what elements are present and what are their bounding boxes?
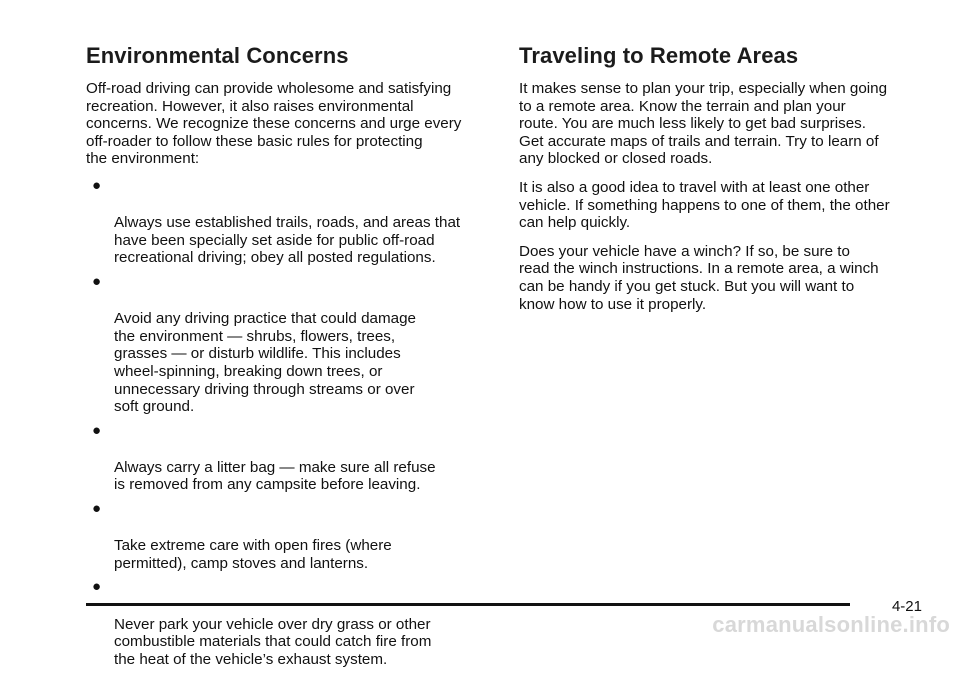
environmental-rules-list	[86, 176, 496, 668]
list-item-text: Always use established trails, roads, and areas that have been specially set aside for public off-road recreational driving; obey all posted regulations.	[114, 214, 461, 267]
bullet-icon: ●	[92, 578, 102, 596]
bullet-icon: ●	[92, 421, 102, 439]
remote-areas-paragraph: It is also a good idea to travel with at least one other vehicle. If something happens to one of them, the other can help quickly.	[519, 178, 890, 232]
list-item	[86, 176, 496, 267]
remote-areas-paragraph: Does your vehicle have a winch? If so, be sure to read the winch instructions. In a remote area, a winch can be handy if you get stuck. But you will want to know how to use it properly.	[519, 242, 879, 313]
list-item	[86, 421, 496, 494]
bullet-icon: ●	[92, 176, 102, 194]
bullet-icon: ●	[92, 272, 102, 290]
list-item	[86, 580, 496, 668]
list-item-text: Always carry a litter bag — make sure all refuse is removed from any campsite before leaving.	[114, 458, 436, 494]
footer-divider	[86, 603, 850, 606]
list-item-text: Take extreme care with open fires (where permitted), camp stoves and lanterns.	[114, 537, 392, 572]
left-column	[86, 42, 496, 676]
environmental-concerns-heading: Environmental Concerns	[86, 43, 349, 68]
environmental-intro-paragraph: Off-road driving can provide wholesome and satisfying recreation. However, it also raises environmental concerns. We recognize these concerns and urge every off-roader to follow these basic rules for protecting the environment:	[86, 80, 462, 168]
page-number: 4-21	[891, 598, 922, 615]
right-column	[519, 42, 929, 324]
list-item-text: Never park your vehicle over dry grass or other combustible materials that could catch fire from the heat of the vehicle’s exhaust system.	[114, 615, 432, 668]
list-item	[86, 502, 496, 572]
remote-areas-heading: Traveling to Remote Areas	[519, 43, 799, 68]
watermark: carmanualsonline.info	[712, 612, 950, 637]
bullet-icon: ●	[92, 500, 102, 518]
remote-areas-paragraph: It makes sense to plan your trip, especially when going to a remote area. Know the terrain and plan your route. You are much less likely to get bad surprises. Get accurate maps of trails and terrain. Try to learn of any blocked or closed roads.	[519, 80, 888, 168]
list-item-text: Avoid any driving practice that could damage the environment — shrubs, flowers, trees, grasses — or disturb wildlife. This includes wheel-spinning, breaking down trees, or unnecessary driving through streams or over soft ground.	[114, 310, 416, 416]
list-item	[86, 272, 496, 416]
